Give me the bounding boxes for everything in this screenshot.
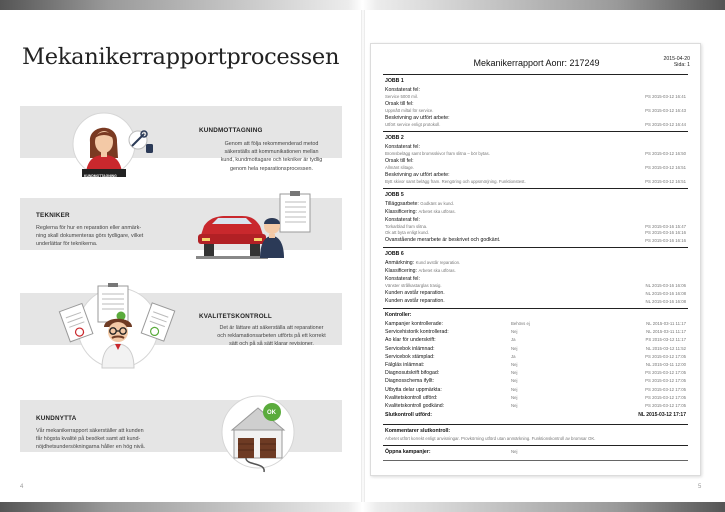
job-label: Kunden avstår reparation. <box>385 298 445 304</box>
job-label: Konstaterat fel: <box>385 276 420 282</box>
text-line: kund, kundmottagare och tekniker är tydlig <box>220 157 323 164</box>
control-label: Fälgläs inlämnat: <box>385 362 425 368</box>
control-value: Nej <box>511 386 518 392</box>
control-meta: PS 2015-03-12 11:17 <box>645 337 686 343</box>
job-heading: JOBB 1 <box>385 78 404 84</box>
control-meta: NL 2015-03-12 11:52 <box>645 345 686 351</box>
job-meta: NL 2015-03-16 16:08 <box>645 299 686 304</box>
job-label: Orsak till fel: <box>385 158 414 164</box>
control-value: Nej <box>511 345 518 351</box>
divider <box>383 445 688 446</box>
control-value: Nej <box>511 329 518 335</box>
job-label: Beskrivning av utfört arbete: <box>385 115 450 121</box>
job-label: Konstaterat fel: <box>385 87 420 93</box>
divider <box>383 247 688 248</box>
text-line: och reklamationsarbeten utförts på ett korrekt <box>217 333 326 340</box>
job-meta: NL 2015-03-16 16:08 <box>645 291 686 296</box>
final-check-meta: NL 2015-03-12 17:17 <box>638 412 686 418</box>
job-label: Konstaterat fel: <box>385 144 420 150</box>
job-label: Beskrivning av utfört arbete: <box>385 172 450 178</box>
job-text: Uppnått miltal för service. <box>385 108 434 113</box>
label-key: Klassificering: <box>385 209 418 215</box>
control-label: Kvalitetskontroll utförd: <box>385 394 438 401</box>
control-meta: PS 2015-03-12 17:05 <box>645 394 686 400</box>
job-label <box>385 260 460 266</box>
control-value: Nej <box>511 378 518 384</box>
control-meta: PS 2015-03-12 17:05 <box>645 353 686 359</box>
label-value: Arbetet ska utföras. <box>418 268 456 273</box>
text-line: sätt och på så sätt klarar revisioner. <box>229 341 314 348</box>
ok-badge: OK <box>267 410 276 416</box>
job-text: Bytt skivor samt belägg fram. Rengöring och uppsmörjning. Funktionstest. <box>385 179 526 184</box>
job-heading: JOBB 2 <box>385 135 404 141</box>
text-line: underlättar för teknikerna. <box>36 241 98 248</box>
quality-control-illustration <box>58 272 178 372</box>
final-check-label: Slutkontroll utförd: <box>385 412 432 418</box>
section-text-technician <box>36 224 186 249</box>
comments-heading: Kommentarer slutkontroll: <box>385 428 451 434</box>
job-meta: PS 2015-03-12 16:43 <box>645 108 686 113</box>
control-label: Kvalitetskontroll godkänd: <box>385 403 445 409</box>
job-label <box>385 268 456 274</box>
job-text: Utfört service enligt protokoll. <box>385 122 441 127</box>
text-line: Det är lättare att säkerställa att reparationer <box>219 325 324 331</box>
control-label: Servicebok inlämnad: <box>385 345 435 352</box>
label-key: Tilläggsarbete: <box>385 201 419 207</box>
section-text-reception <box>199 140 344 173</box>
control-value: Ja <box>511 353 516 359</box>
text-line: Genom att följa rekommenderad metod <box>224 141 319 147</box>
label-value: Godkänt av kund. <box>420 201 454 206</box>
job-text: Bromsbelägg samt bromsskivor fram slitna – bör bytas. <box>385 151 490 156</box>
control-label: Kampanjer kontrollerade: <box>385 321 443 327</box>
text-line: Vår mekanikerrapport säkerställer att kunden <box>36 428 144 434</box>
job-meta: PS 2015-03-16 16:16 <box>645 230 686 235</box>
control-label: Diagnosutskrift bifogad: <box>385 370 440 377</box>
job-label <box>385 201 454 207</box>
job-text: Service 5000 mil. <box>385 94 418 99</box>
control-row <box>385 362 686 370</box>
control-meta: PS 2015-03-12 17:05 <box>645 378 686 384</box>
job-heading: JOBB 5 <box>385 192 404 198</box>
control-meta: PS 2015-03-12 17:05 <box>645 403 686 408</box>
job-meta: PS 2015-03-12 16:51 <box>645 179 686 184</box>
reception-badge: KUNDMOTTAGNING <box>84 174 117 178</box>
control-value: Ja <box>511 337 516 343</box>
control-label: Diagnosschema ifyllt: <box>385 378 435 385</box>
job-label: Kunden avstår reparation. <box>385 290 445 296</box>
job-label: Orsak till fel: <box>385 101 414 107</box>
divider <box>383 424 688 425</box>
job-meta: PS 2015-03-12 16:51 <box>645 165 686 170</box>
control-meta: NL 2015-03-11 11:17 <box>646 329 686 335</box>
control-row <box>385 378 686 386</box>
page-number-left: 4 <box>20 484 24 490</box>
control-row <box>385 387 686 395</box>
control-value: Nej <box>511 370 518 376</box>
control-row <box>385 337 686 345</box>
control-row <box>385 395 686 403</box>
label-value: Kund avstår reparation. <box>415 260 461 265</box>
control-value: Behövs ej <box>511 321 530 326</box>
report-date-value: 2015-04-20 <box>663 56 690 62</box>
section-text-quality <box>199 324 344 349</box>
left-page <box>0 10 362 502</box>
controls-heading: Kontroller: <box>385 312 412 318</box>
control-label: Servicehistorik kontrollerad: <box>385 329 449 336</box>
section-heading-reception: KUNDMOTTAGNING <box>199 127 263 134</box>
section-text-customer <box>36 427 186 452</box>
job-text: Allmänt slitage. <box>385 165 415 170</box>
divider <box>383 74 688 75</box>
control-meta: PS 2015-03-12 17:05 <box>645 386 686 392</box>
job-meta: PS 2015-03-12 16:50 <box>645 151 686 156</box>
job-meta: PS 2015-03-16 16:16 <box>645 238 686 243</box>
control-label: Ao klar för underskrift: <box>385 337 436 344</box>
bottom-shadow-bar <box>0 502 725 512</box>
job-meta: NL 2015-03-16 16:06 <box>645 283 686 288</box>
label-key: Klassificering: <box>385 268 418 274</box>
section-heading-customer: KUNDNYTTA <box>36 415 77 422</box>
job-text: Torkarblad fram slitna. <box>385 224 428 229</box>
job-heading: JOBB 6 <box>385 251 404 257</box>
control-label: Utbytta delar uppmärkta: <box>385 386 442 393</box>
page-number-right: 5 <box>698 484 702 490</box>
divider <box>383 460 688 461</box>
section-heading-technician: TEKNIKER <box>36 212 70 219</box>
control-row <box>385 329 686 337</box>
control-row <box>385 321 686 329</box>
campaigns-label: Öppna kampanjer: <box>385 449 431 455</box>
control-meta: PS 2015-03-12 17:05 <box>645 370 686 376</box>
page-title: Mekanikerrapportprocessen <box>22 44 340 70</box>
control-row <box>385 403 686 411</box>
report-date <box>663 56 690 69</box>
divider <box>383 131 688 132</box>
text-line: Reglerna för hur en reparation eller anmärk- <box>36 225 142 231</box>
job-label: Konstaterat fel: <box>385 217 420 223</box>
control-row <box>385 370 686 378</box>
control-meta: NL 2015-03-11 11:17 <box>646 321 686 326</box>
control-value: Nej <box>511 394 518 400</box>
final-check-row <box>385 412 686 420</box>
divider <box>383 188 688 189</box>
text-line: genom hela reparationsprocessen. <box>229 165 313 172</box>
job-meta: PS 2015-03-16 15:47 <box>645 224 686 229</box>
job-text: Ok att byta enligt kund. <box>385 230 429 235</box>
text-line: nöjdhetsundersökningarna håller en hög nivå. <box>36 444 146 451</box>
control-value: Nej <box>511 403 518 408</box>
label-value: Arbetet ska utföras. <box>418 209 456 214</box>
job-label <box>385 209 456 215</box>
section-heading-quality: KVALITETSKONTROLL <box>199 313 272 320</box>
report-page-value: Sida: 1 <box>673 62 690 69</box>
control-value: Nej <box>511 362 518 367</box>
control-meta: NL 2015-03-11 12:00 <box>645 362 686 367</box>
technician-car-illustration <box>196 186 326 266</box>
control-row <box>385 346 686 354</box>
garage-illustration <box>210 382 306 478</box>
divider <box>383 308 688 309</box>
text-line: ning skall dokumenteras görs tydligare, vilket <box>36 233 144 240</box>
job-meta: PS 2015-03-12 16:44 <box>645 122 686 127</box>
job-text: Vänster strålkastarglas trasig. <box>385 283 442 288</box>
comments-text: Arbetet utfört korrekt enligt anvisningar. Provkörning utförd utan anmärkning. Funktionskontroll av bromsar OK. <box>385 436 596 441</box>
control-label: Servicebok stämplad: <box>385 353 435 360</box>
top-shadow-bar <box>0 0 725 10</box>
job-label: Ovanstående merarbete är beskrivet och godkänt. <box>385 237 501 243</box>
campaigns-value: Nej <box>511 449 518 454</box>
label-key: Anmärkning: <box>385 260 415 266</box>
text-line: får högsta kvalité på besöket samt att kund- <box>36 436 141 443</box>
report-title: Mekanikerrapport Aonr: 217249 <box>473 58 600 68</box>
mechanic-report-sheet <box>370 43 701 476</box>
job-meta: PS 2015-03-12 16:41 <box>645 94 686 99</box>
text-line: säkerställs att kommunikationen mellan <box>224 149 319 156</box>
control-row <box>385 354 686 362</box>
campaigns-row <box>385 449 686 457</box>
